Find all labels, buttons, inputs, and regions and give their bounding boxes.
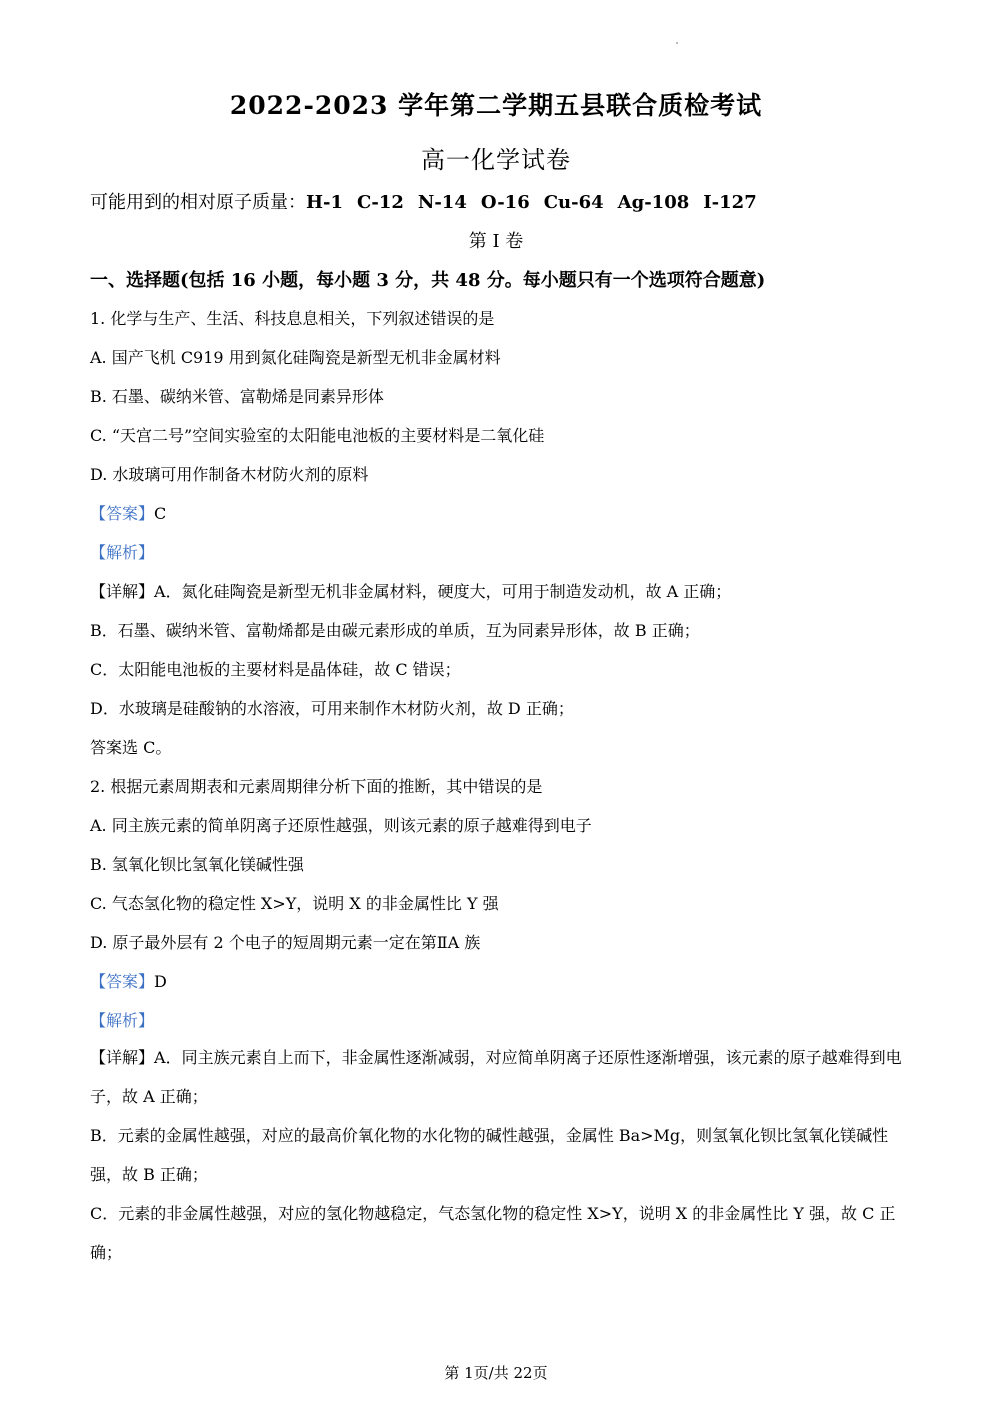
question-2-option-d: D. 原子最外层有 2 个电子的短周期元素一定在第ⅡA 族 [90, 933, 481, 952]
detail-tag: 【详解】 [90, 582, 155, 601]
atomic-mass-item: Cu-64 [543, 192, 604, 213]
question-2-detail-c: C．元素的非金属性越强，对应的氢化物越稳定，气态氢化物的稳定性 X>Y，说明 X 的非金属性比 Y 强，故 C 正确； [90, 1204, 896, 1262]
section-heading: 一、选择题(包括 16 小题，每小题 3 分，共 48 分。每小题只有一个选项符合题意) [90, 270, 766, 291]
question-1-option-a: A. 国产飞机 C919 用到氮化硅陶瓷是新型无机非金属材料 [90, 348, 501, 367]
atomic-mass-item: C-12 [357, 192, 404, 213]
atomic-mass-item: O-16 [480, 192, 530, 213]
detail-tag: 【详解】 [90, 1048, 155, 1067]
answer-value: D [154, 972, 167, 991]
question-1-option-b: B. 石墨、碳纳米管、富勒烯是同素异形体 [90, 387, 384, 406]
atomic-masses-label: 可能用到的相对原子质量： [90, 192, 306, 213]
question-1-detail-a [90, 579, 731, 602]
atomic-mass-item: I-127 [703, 192, 757, 213]
atomic-masses [90, 188, 757, 214]
question-1-detail-c: C．太阳能电池板的主要材料是晶体硅，故 C 错误； [90, 660, 461, 679]
exam-title: 2022-2023 学年第二学期五县联合质检考试 [229, 91, 763, 120]
answer-tag: 【答案】 [90, 972, 155, 991]
question-2-answer [90, 969, 167, 992]
detail-text: A．氮化硅陶瓷是新型无机非金属材料，硬度大，可用于制造发动机，故 A 正确； [154, 582, 732, 601]
atomic-mass-item: H-1 [306, 192, 344, 213]
question-1-stem: 1. 化学与生产、生活、科技息息相关，下列叙述错误的是 [90, 309, 495, 328]
answer-value: C [154, 504, 167, 523]
question-1-option-d: D. 水玻璃可用作制备木材防火剂的原料 [90, 465, 369, 484]
question-2-detail-b: B．元素的金属性越强，对应的最高价氧化物的水化物的碱性越强，金属性 Ba>Mg，则氢氧化钡比氢氧化镁碱性强，故 B 正确； [90, 1126, 889, 1184]
question-1-analysis-tag: 【解析】 [90, 543, 155, 562]
question-2-detail-a [90, 1038, 905, 1116]
question-2-option-a: A. 同主族元素的简单阴离子还原性越强，则该元素的原子越难得到电子 [90, 816, 592, 835]
atomic-mass-item: N-14 [417, 192, 467, 213]
volume-heading: 第 I 卷 [468, 231, 524, 252]
detail-text: A．同主族元素自上而下，非金属性逐渐减弱，对应简单阴离子还原性逐渐增强，该元素的原子越难得到电子，故 A 正确； [90, 1048, 902, 1106]
exam-subtitle: 高一化学试卷 [421, 146, 571, 174]
question-1-option-c: C. “天宫二号”空间实验室的太阳能电池板的主要材料是二氧化硅 [90, 426, 545, 445]
atomic-mass-item: Ag-108 [617, 192, 690, 213]
question-1-detail-b: B．石墨、碳纳米管、富勒烯都是由碳元素形成的单质，互为同素异形体，故 B 正确； [90, 621, 700, 640]
page-footer: 第 1页/共 22页 [444, 1364, 548, 1382]
question-2-option-c: C. 气态氢化物的稳定性 X>Y，说明 X 的非金属性比 Y 强 [90, 894, 499, 913]
scan-speck [676, 42, 678, 44]
question-2-stem: 2. 根据元素周期表和元素周期律分析下面的推断，其中错误的是 [90, 777, 543, 796]
answer-tag: 【答案】 [90, 504, 155, 523]
question-1-conclusion: 答案选 C。 [90, 738, 172, 757]
question-2-option-b: B. 氢氧化钡比氢氧化镁碱性强 [90, 855, 304, 874]
question-1-answer [90, 501, 166, 524]
question-1-detail-d: D．水玻璃是硅酸钠的水溶液，可用来制作木材防火剂，故 D 正确； [90, 699, 574, 718]
question-2-analysis-tag: 【解析】 [90, 1011, 155, 1030]
